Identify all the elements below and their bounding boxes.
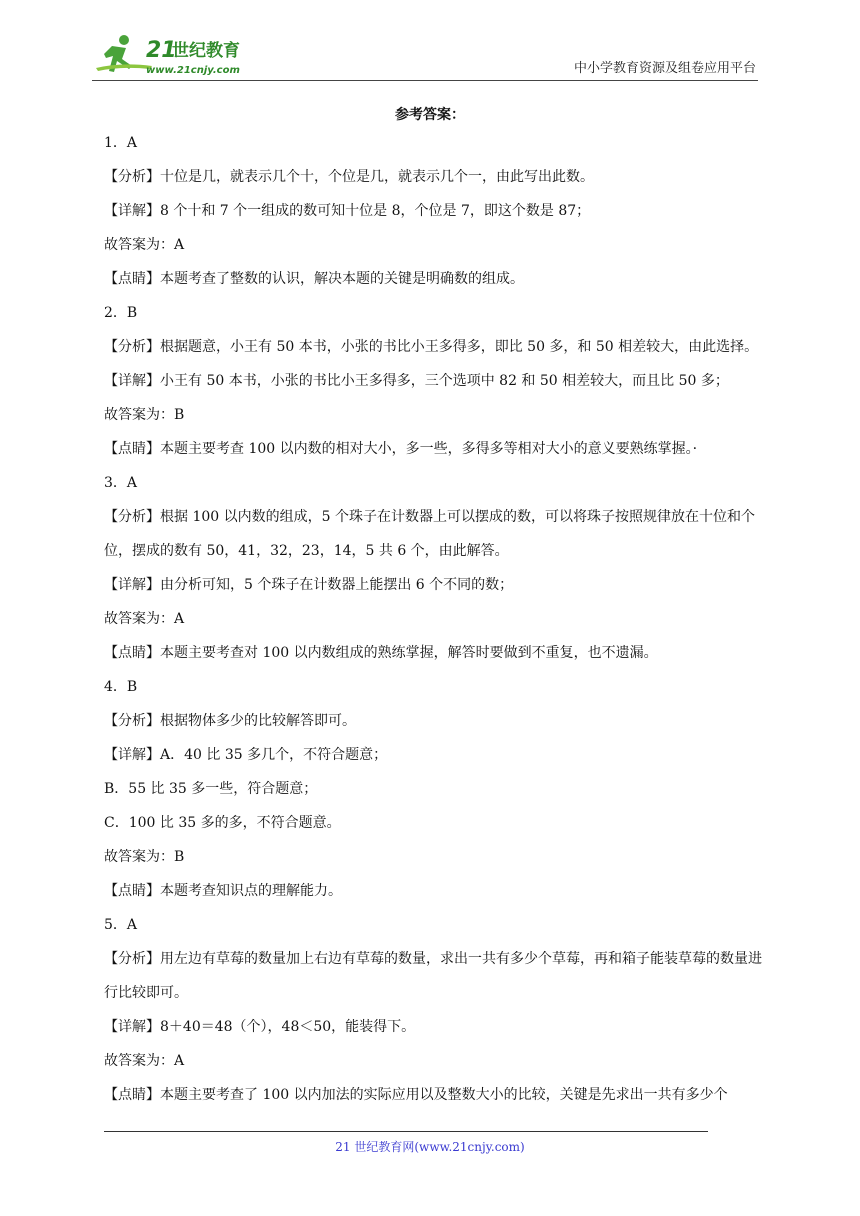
answer-line: C．100 比 35 多的多，不符合题意。 [104, 815, 341, 831]
svg-text:世纪教育: 世纪教育 [172, 41, 240, 61]
answer-line: 【分析】根据 100 以内数的组成，5 个珠子在计数器上可以摆成的数，可以将珠子按照规律放在十位和个位，摆成的数有 50，41，32，23，14，5 共 6 个，由此解答。 [104, 509, 755, 559]
answer-line: 3．A [104, 475, 138, 491]
answer-line: 【详解】8＋40＝48（个），48＜50，能装得下。 [104, 1019, 416, 1035]
answer-line: 4．B [104, 679, 138, 695]
answer-line: 1．A [104, 135, 138, 151]
answer-line: 【点睛】本题考查了整数的认识，解决本题的关键是明确数的组成。 [104, 271, 524, 287]
answer-line: 【分析】用左边有草莓的数量加上右边有草莓的数量，求出一共有多少个草莓，再和箱子能装草莓的数量进行比较即可。 [104, 951, 762, 1001]
answer-list [104, 126, 764, 1112]
answer-line: 【点睛】本题主要考查 100 以内数的相对大小，多一些，多得多等相对大小的意义要熟练掌握。· [104, 441, 698, 457]
answer-line: 【详解】A．40 比 35 多几个，不符合题意； [104, 747, 388, 763]
answer-line: 故答案为：A [104, 237, 185, 253]
svg-text:21: 21 [146, 38, 177, 63]
page-header [92, 28, 758, 81]
answer-line: B．55 比 35 多一些，符合题意； [104, 781, 318, 797]
site-name: 中小学教育资源及组卷应用平台 [573, 61, 756, 76]
answer-line: 【详解】小王有 50 本书，小张的书比小王多得多，三个选项中 82 和 50 相差较大，而且比 50 多； [104, 373, 729, 389]
footer-link[interactable]: 21 世纪教育网(www.21cnjy.com) [335, 1140, 525, 1154]
answer-line: 故答案为：A [104, 1053, 185, 1069]
footer-divider [104, 1131, 708, 1132]
answer-line: 故答案为：B [104, 849, 185, 865]
answer-line: 【分析】十位是几，就表示几个十，个位是几，就表示几个一，由此写出此数。 [104, 169, 594, 185]
logo [92, 32, 262, 76]
answer-line: 【分析】根据物体多少的比较解答即可。 [104, 713, 356, 729]
answer-line: 5．A [104, 917, 138, 933]
answer-line: 故答案为：A [104, 611, 185, 627]
answer-line: 故答案为：B [104, 407, 185, 423]
answer-line: 【点睛】本题主要考查对 100 以内数组成的熟练掌握，解答时要做到不重复，也不遗漏。 [104, 645, 658, 661]
answer-line: 【分析】根据题意，小王有 50 本书，小张的书比小王多得多，即比 50 多，和 50 相差较大，由此选择。 [104, 339, 759, 355]
answer-line: 【点睛】本题主要考查了 100 以内加法的实际应用以及整数大小的比较，关键是先求出一共有多少个 [104, 1087, 728, 1103]
answer-line: 【点睛】本题考查知识点的理解能力。 [104, 883, 342, 899]
page-title: 参考答案： [395, 107, 465, 123]
answer-line: 【详解】8 个十和 7 个一组成的数可知十位是 8，个位是 7，即这个数是 87； [104, 203, 591, 219]
svg-text:www.21cnjy.com: www.21cnjy.com [146, 65, 240, 76]
answer-line: 【详解】由分析可知，5 个珠子在计数器上能摆出 6 个不同的数； [104, 577, 514, 593]
answer-line: 2．B [104, 305, 138, 321]
